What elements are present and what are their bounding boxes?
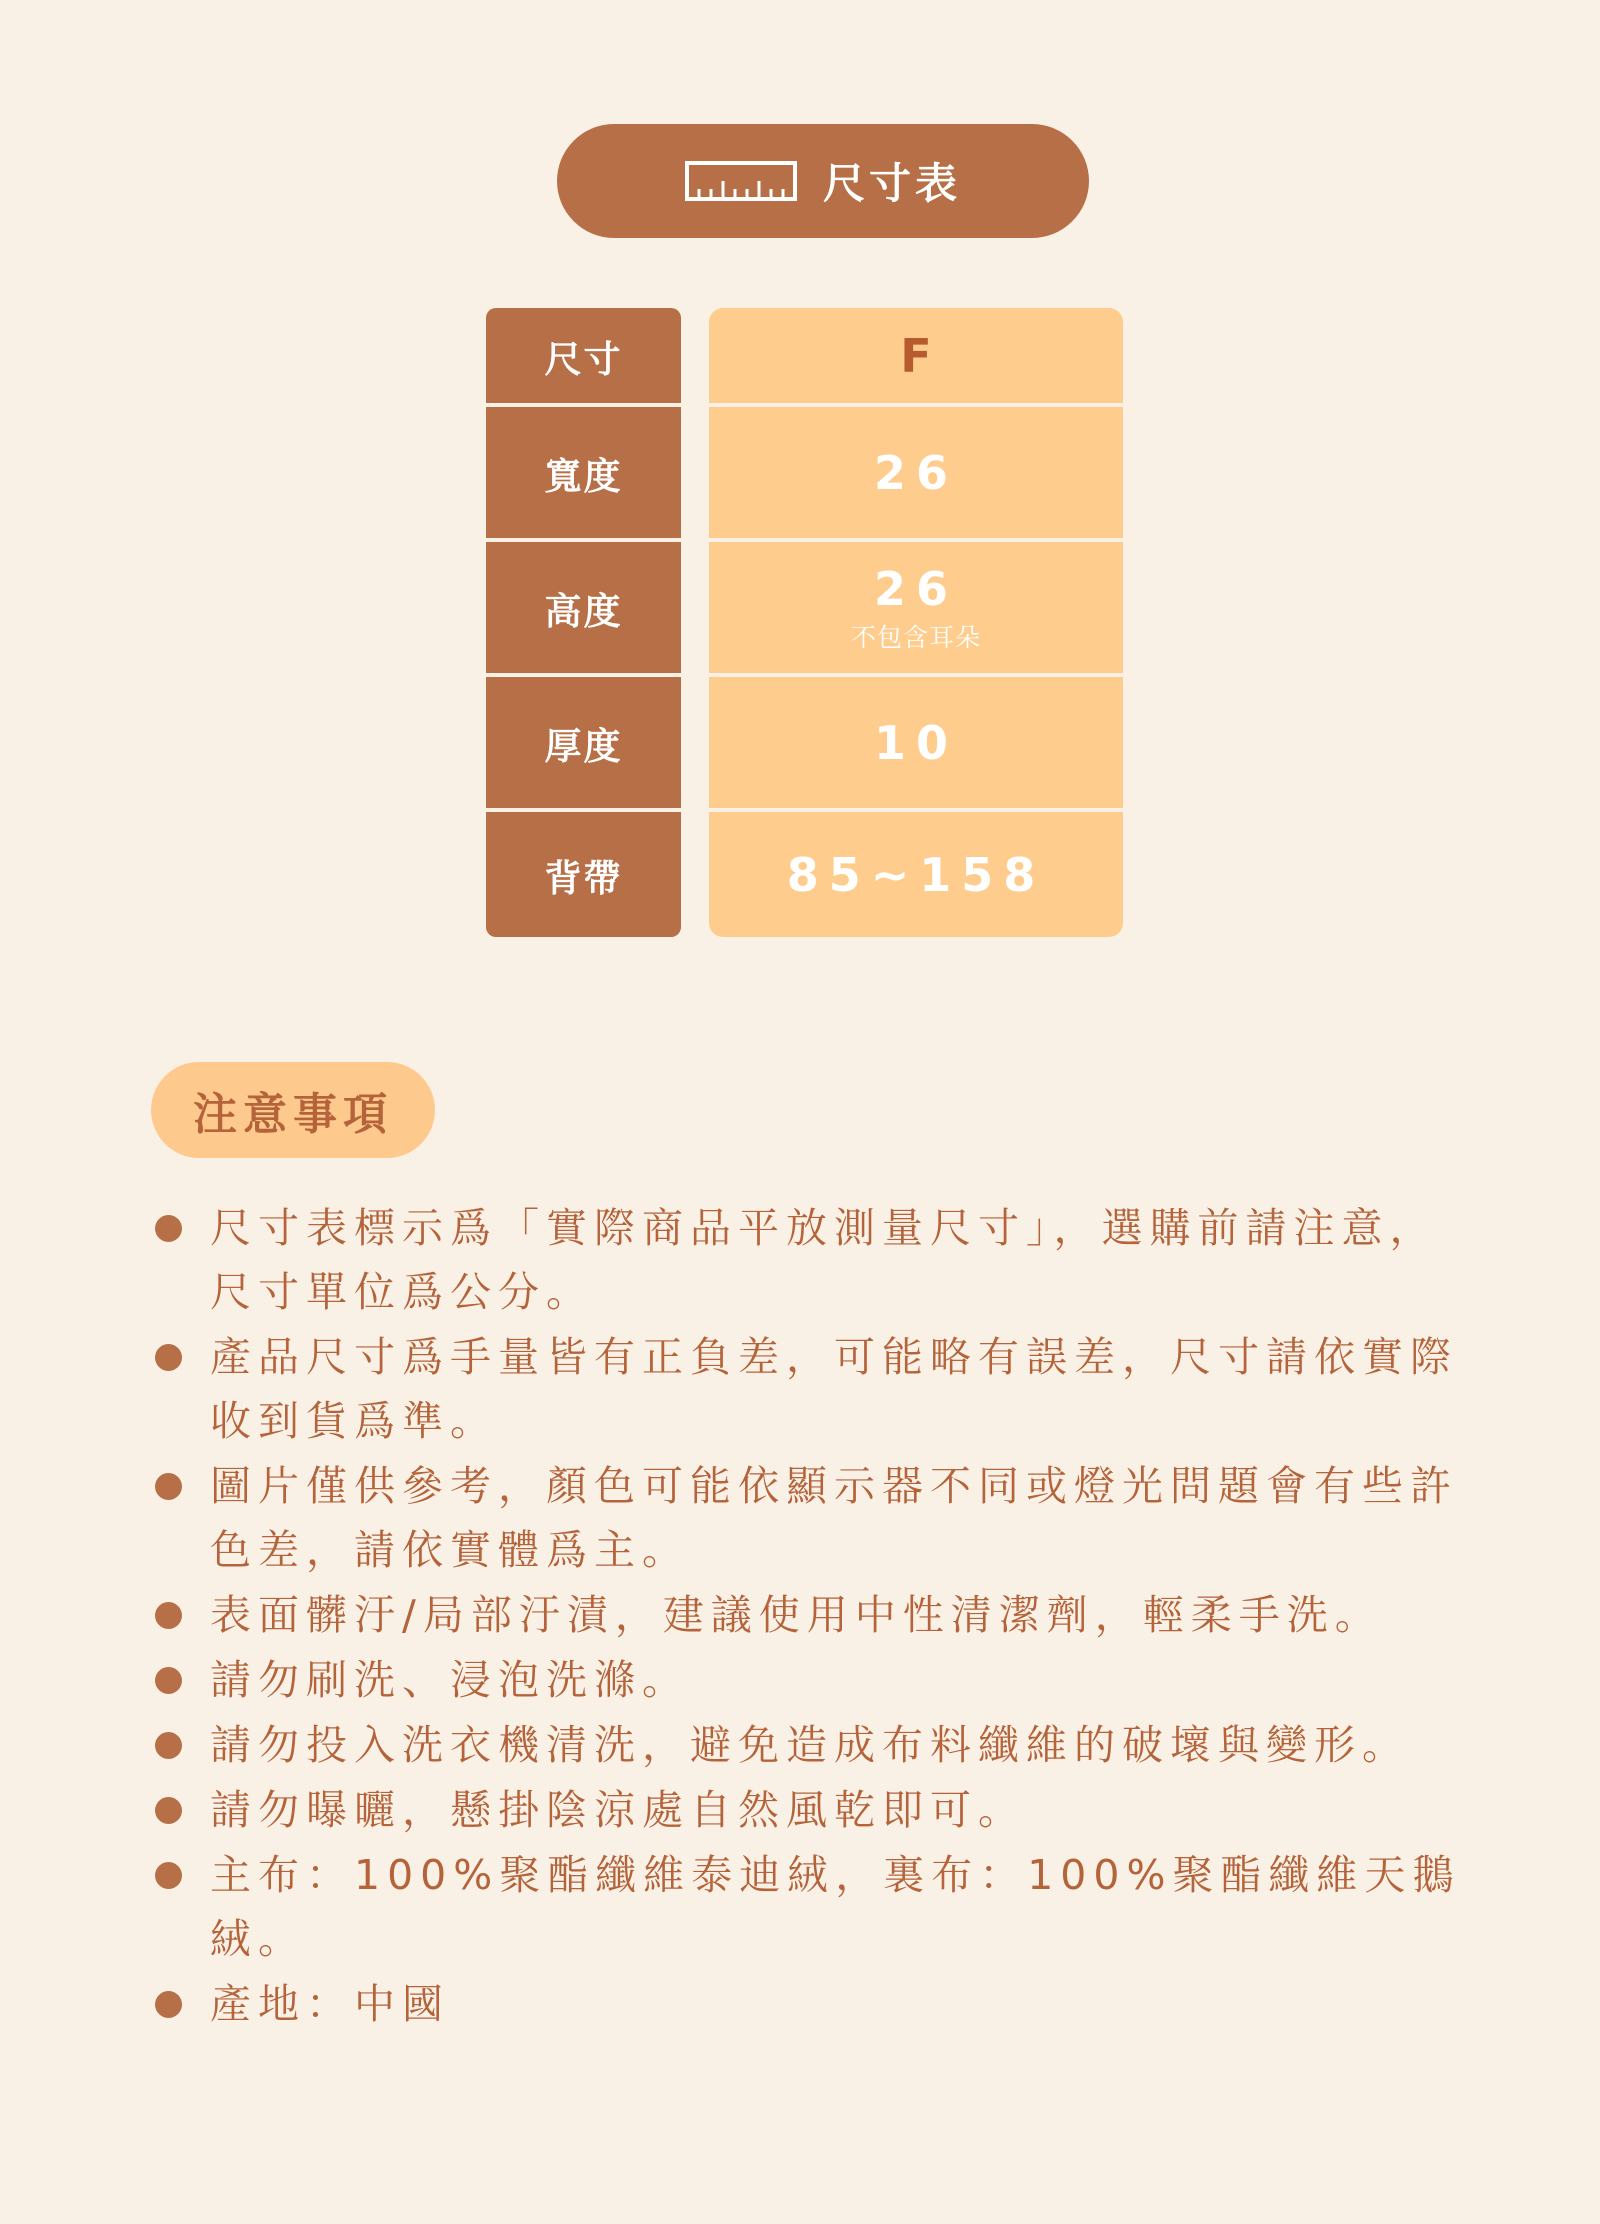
notes-heading-badge (151, 1062, 435, 1158)
size-label: 尺寸 (544, 337, 623, 381)
bullet-dot-icon (155, 1732, 182, 1759)
notes-list (152, 1196, 1482, 2037)
list-item (152, 1196, 1482, 1324)
ruler-icon (685, 161, 797, 201)
strap-label: 背帶 (544, 856, 623, 900)
width-label-cell (486, 407, 681, 538)
thickness-label-cell (486, 677, 681, 808)
width-label: 寬度 (544, 454, 623, 498)
size-value: F (900, 328, 932, 383)
list-item (152, 1713, 1482, 1777)
note-text: 圖片僅供參考，顏色可能依顯示器不同或燈光問題會有些許色差，請依實體爲主。 (210, 1462, 1458, 1574)
list-item (152, 1454, 1482, 1582)
note-text: 尺寸表標示爲「實際商品平放測量尺寸」，選購前請注意，尺寸單位爲公分。 (210, 1204, 1438, 1316)
note-text: 產品尺寸爲手量皆有正負差，可能略有誤差，尺寸請依實際收到貨爲準。 (210, 1333, 1458, 1445)
height-value-cell (709, 542, 1123, 673)
list-item (152, 1325, 1482, 1453)
thickness-value: 10 (873, 715, 958, 770)
thickness-label: 厚度 (544, 724, 623, 768)
thickness-value-cell (709, 677, 1123, 808)
size-chart-title-banner (557, 124, 1089, 238)
list-item (152, 1648, 1482, 1712)
bullet-dot-icon (155, 1602, 182, 1629)
note-text: 請勿曝曬，懸掛陰涼處自然風乾即可。 (210, 1786, 1026, 1834)
list-item (152, 1583, 1482, 1647)
height-label-cell (486, 542, 681, 673)
height-label: 高度 (544, 589, 623, 633)
note-text: 請勿投入洗衣機清洗，避免造成布料纖維的破壞與變形。 (210, 1721, 1410, 1769)
bullet-dot-icon (155, 1991, 182, 2018)
notes-heading: 注意事項 (193, 1089, 393, 1140)
strap-label-cell (486, 812, 681, 937)
bullet-dot-icon (155, 1667, 182, 1694)
strap-value: 85~158 (786, 847, 1046, 902)
note-text: 請勿刷洗、浸泡洗滌。 (210, 1656, 690, 1704)
bullet-dot-icon (155, 1473, 182, 1500)
size-label-cell (486, 308, 681, 403)
note-text: 主布：100%聚酯纖維泰迪絨，裏布：100%聚酯纖維天鵝絨。 (210, 1851, 1461, 1963)
height-note: 不包含耳朵 (850, 622, 981, 652)
note-text: 表面髒汙/局部汙漬，建議使用中性清潔劑，輕柔手洗。 (210, 1591, 1383, 1639)
strap-value-cell (709, 812, 1123, 937)
size-table-value-column (709, 308, 1123, 937)
list-item (152, 1778, 1482, 1842)
page-title: 尺寸表 (822, 159, 961, 208)
bullet-dot-icon (155, 1797, 182, 1824)
list-item (152, 1972, 1482, 2036)
width-value: 26 (873, 445, 958, 500)
note-text: 產地：中國 (210, 1980, 450, 2028)
size-table-label-column (486, 308, 681, 937)
size-value-cell (709, 308, 1123, 403)
height-value: 26 (873, 561, 958, 616)
list-item (152, 1843, 1482, 1971)
bullet-dot-icon (155, 1215, 182, 1242)
width-value-cell (709, 407, 1123, 538)
bullet-dot-icon (155, 1344, 182, 1371)
bullet-dot-icon (155, 1862, 182, 1889)
